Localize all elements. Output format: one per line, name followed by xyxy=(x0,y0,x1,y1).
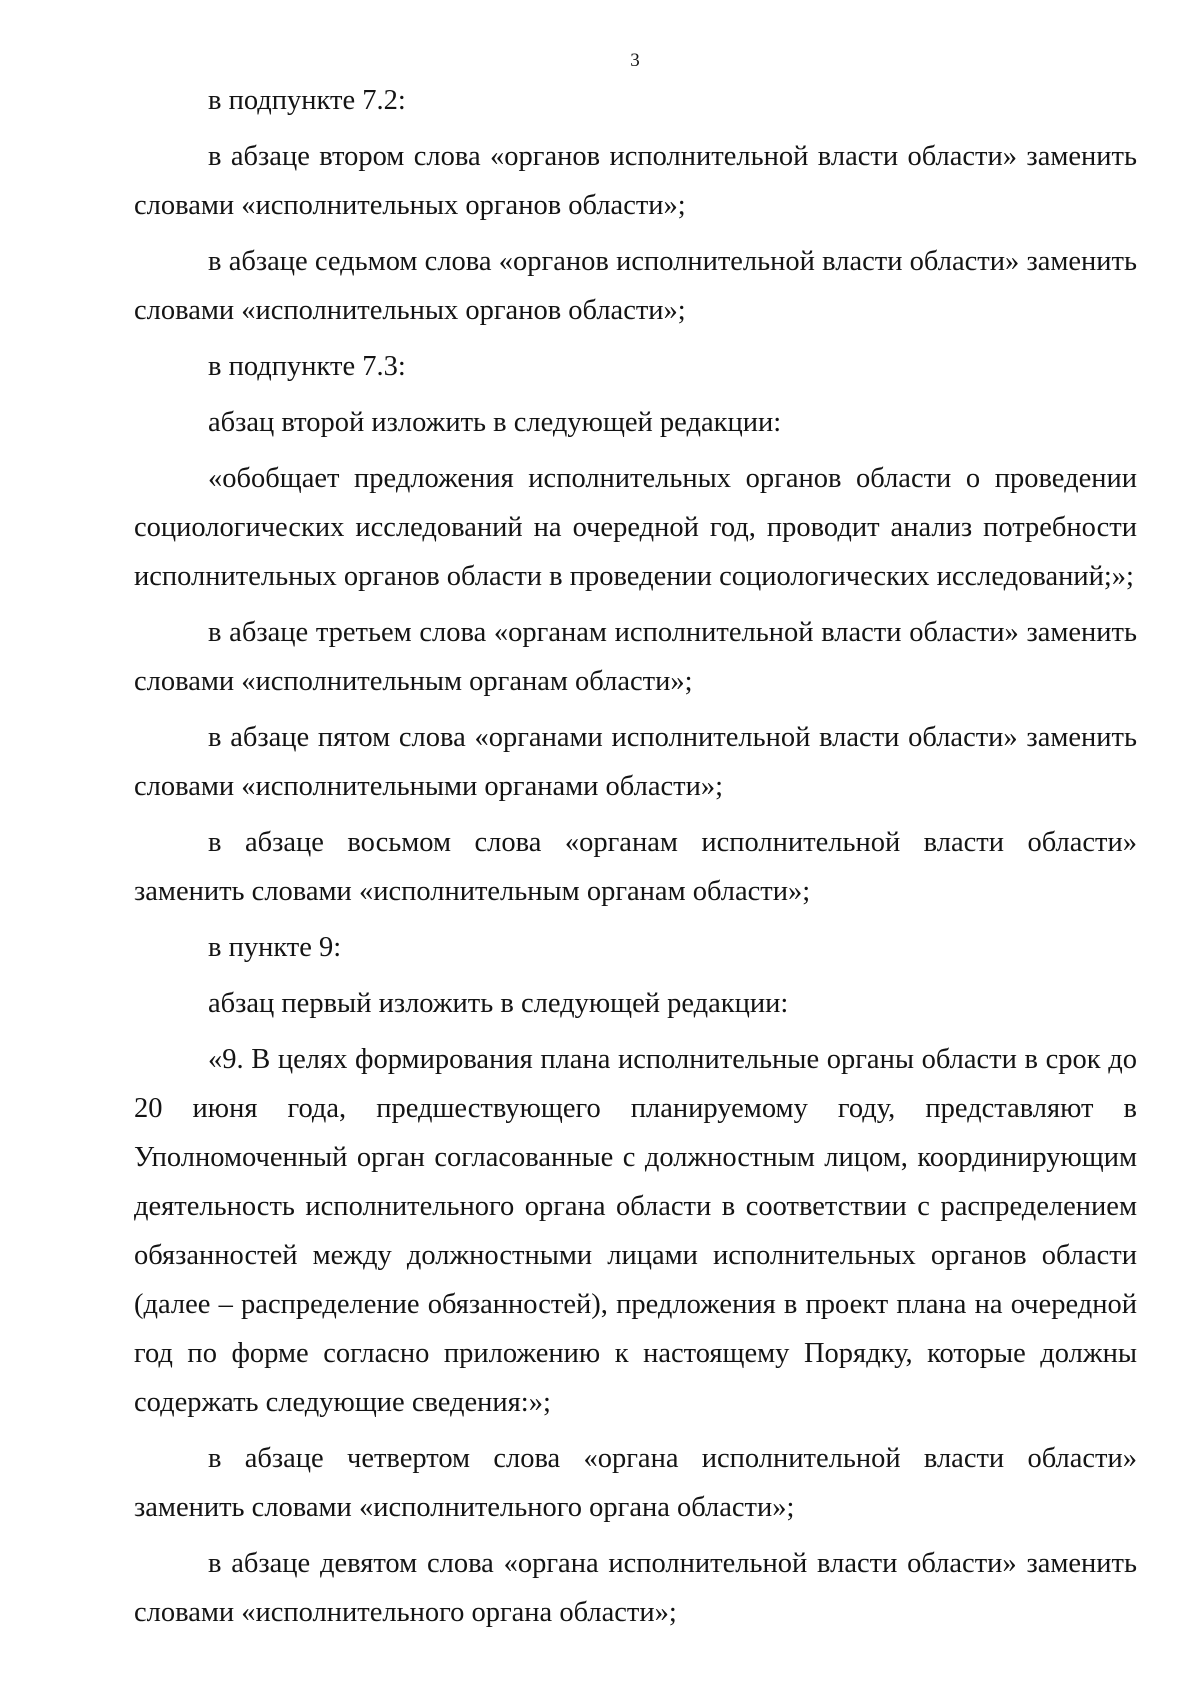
paragraph-amendment: в абзаце пятом слова «органами исполнительной власти области» заменить словами «исполнительными органами области»; xyxy=(134,722,1137,802)
paragraph-new-wording: «9. В целях формирования плана исполнительные органы области в срок до 20 июня года, предшествующего планируемому году, представляют в Уполномоченный орган согласованные с должностным лицом, координирующим деятельность исполнительного органа области в соответствии с распределением обязанностей между должностными лицами исполнительных органов области (далее – распределение обязанностей), предложения в проект плана на очередной год по форме согласно приложению к настоящему Порядку, которые должны содержать следующие сведения:»; xyxy=(134,1044,1137,1418)
paragraph-subitem-7-3: в подпункте 7.3: xyxy=(208,351,406,382)
paragraph-amendment: в абзаце восьмом слова «органам исполнительной власти области» заменить словами «исполнительным органам области»; xyxy=(134,827,1137,907)
paragraph-amendment: в абзаце третьем слова «органам исполнительной власти области» заменить словами «исполнительным органам области»; xyxy=(134,617,1137,697)
paragraph-amendment: в абзаце девятом слова «органа исполнительной власти области» заменить словами «исполнительного органа области»; xyxy=(134,1548,1137,1628)
paragraph-amendment: в абзаце седьмом слова «органов исполнительной власти области» заменить словами «исполнительных органов области»; xyxy=(134,246,1137,326)
paragraph-amendment: в абзаце четвертом слова «органа исполнительной власти области» заменить словами «исполнительного органа области»; xyxy=(134,1443,1137,1523)
paragraph-subitem-7-2: в подпункте 7.2: xyxy=(208,85,406,116)
page-number: 3 xyxy=(630,50,640,71)
paragraph-instruction: абзац второй изложить в следующей редакции: xyxy=(208,407,782,438)
paragraph-instruction: абзац первый изложить в следующей редакции: xyxy=(208,988,789,1019)
paragraph-amendment: в абзаце втором слова «органов исполнительной власти области» заменить словами «исполнительных органов области»; xyxy=(134,141,1137,221)
document-body xyxy=(134,76,1137,1644)
paragraph-new-wording: «обобщает предложения исполнительных органов области о проведении социологических исследований на очередной год, проводит анализ потребности исполнительных органов области в проведении социологических исследований;»; xyxy=(134,463,1137,592)
paragraph-item-9: в пункте 9: xyxy=(208,932,342,963)
